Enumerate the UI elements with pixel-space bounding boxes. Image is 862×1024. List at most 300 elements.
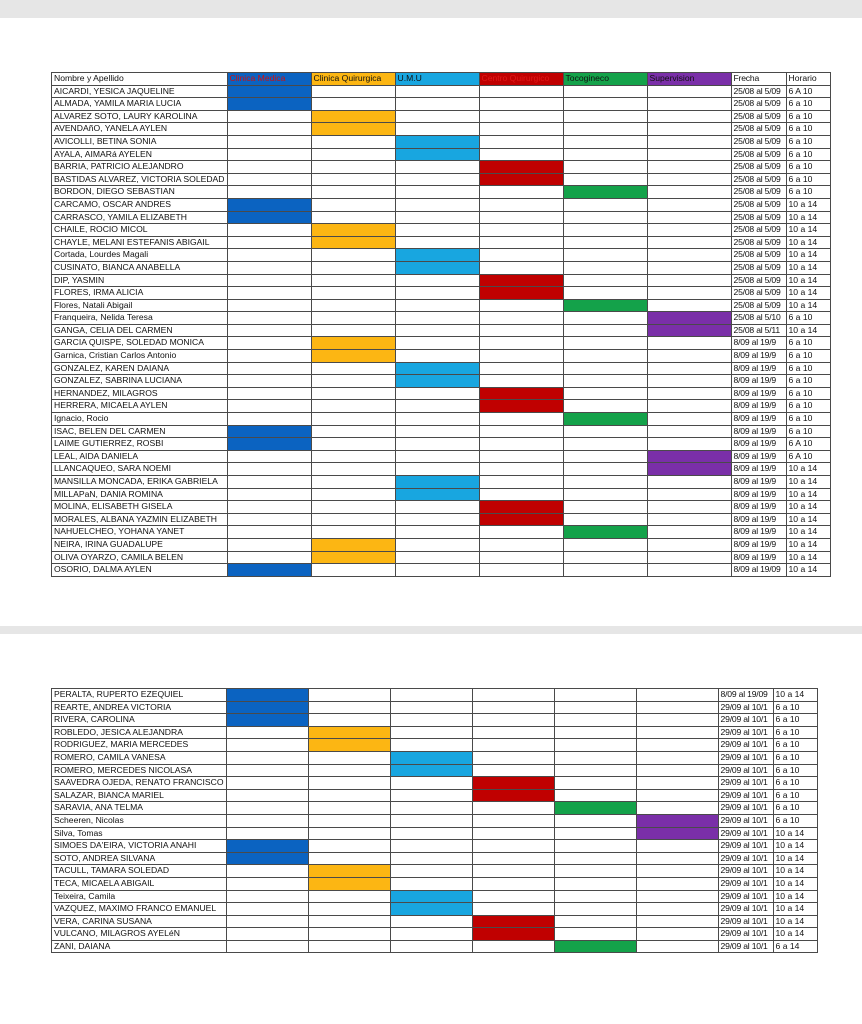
area-cell bbox=[563, 375, 647, 388]
area-cell bbox=[636, 915, 718, 928]
area-cell bbox=[636, 751, 718, 764]
area-cell bbox=[479, 476, 563, 489]
area-cell bbox=[472, 689, 554, 702]
area-cell bbox=[395, 387, 479, 400]
person-name-text: OLIVA OYARZO, CAMILA BELEN bbox=[54, 551, 184, 562]
area-cell bbox=[554, 751, 636, 764]
table-row bbox=[52, 299, 831, 312]
table-row bbox=[52, 751, 818, 764]
area-cell bbox=[308, 903, 390, 916]
table-row bbox=[52, 312, 831, 325]
area-assignment-block bbox=[395, 488, 479, 501]
area-cell bbox=[308, 689, 390, 702]
area-cell bbox=[395, 526, 479, 539]
area-cell bbox=[308, 789, 390, 802]
area-cell bbox=[563, 324, 647, 337]
area-cell bbox=[395, 123, 479, 136]
date-range: 25/08 al 5/09 bbox=[731, 110, 786, 123]
area-cell bbox=[311, 274, 395, 287]
area-cell bbox=[563, 224, 647, 237]
area-cell bbox=[636, 877, 718, 890]
area-cell bbox=[311, 438, 395, 451]
schedule-hours: 6 a 10 bbox=[786, 123, 830, 136]
schedule-hours: 10 a 14 bbox=[773, 865, 817, 878]
date-range: 29/09 al 10/1 bbox=[718, 865, 773, 878]
schedule-hours: 10 a 14 bbox=[773, 877, 817, 890]
area-cell bbox=[479, 425, 563, 438]
area-assignment-block bbox=[395, 375, 479, 388]
table-row bbox=[52, 501, 831, 514]
area-cell bbox=[563, 236, 647, 249]
schedule-hours: 10 a 14 bbox=[773, 689, 817, 702]
area-cell bbox=[647, 488, 731, 501]
area-cell bbox=[647, 287, 731, 300]
area-cell bbox=[563, 488, 647, 501]
table-row bbox=[52, 852, 818, 865]
area-assignment-block bbox=[647, 463, 731, 476]
area-cell bbox=[554, 915, 636, 928]
area-cell bbox=[226, 940, 308, 953]
person-name-text: BASTIDAS ALVAREZ, VICTORIA SOLEDAD bbox=[54, 173, 225, 184]
person-name-text: GARCIA QUISPE, SOLEDAD MONICA bbox=[54, 337, 204, 348]
area-assignment-block bbox=[311, 110, 395, 123]
area-cell bbox=[647, 513, 731, 526]
area-cell bbox=[636, 852, 718, 865]
table-row bbox=[52, 865, 818, 878]
area-cell bbox=[311, 501, 395, 514]
schedule-table-page-2 bbox=[51, 688, 818, 953]
table-row bbox=[52, 123, 831, 136]
area-cell bbox=[647, 362, 731, 375]
area-assignment-block bbox=[226, 701, 308, 714]
table-row bbox=[52, 236, 831, 249]
schedule-hours: 10 a 14 bbox=[773, 840, 817, 853]
area-cell bbox=[479, 438, 563, 451]
date-range: 8/09 al 19/9 bbox=[731, 488, 786, 501]
table-row bbox=[52, 337, 831, 350]
date-range: 8/09 al 19/9 bbox=[731, 501, 786, 514]
person-name bbox=[52, 425, 228, 438]
person-name bbox=[52, 236, 228, 249]
date-range: 29/09 al 10/1 bbox=[718, 802, 773, 815]
area-cell bbox=[395, 198, 479, 211]
area-cell bbox=[647, 173, 731, 186]
area-cell bbox=[479, 350, 563, 363]
area-cell bbox=[227, 312, 311, 325]
person-name bbox=[52, 789, 227, 802]
area-cell bbox=[227, 501, 311, 514]
person-name-text: GONZALEZ, SABRINA LUCIANA bbox=[54, 375, 182, 386]
person-name bbox=[52, 701, 227, 714]
area-cell bbox=[308, 840, 390, 853]
area-cell bbox=[563, 98, 647, 111]
area-cell bbox=[554, 840, 636, 853]
area-cell bbox=[479, 249, 563, 262]
area-assignment-block bbox=[395, 148, 479, 161]
table-row bbox=[52, 551, 831, 564]
table-row bbox=[52, 739, 818, 752]
area-cell bbox=[563, 350, 647, 363]
area-cell bbox=[311, 249, 395, 262]
area-cell bbox=[308, 714, 390, 727]
person-name bbox=[52, 413, 228, 426]
date-range: 25/08 al 5/09 bbox=[731, 98, 786, 111]
area-assignment-block bbox=[226, 714, 308, 727]
header-area-4: Tocogineco bbox=[563, 73, 647, 86]
table-row bbox=[52, 186, 831, 199]
area-assignment-block bbox=[554, 802, 636, 815]
date-range: 8/09 al 19/9 bbox=[731, 463, 786, 476]
area-cell bbox=[308, 827, 390, 840]
area-cell bbox=[390, 777, 472, 790]
person-name-text: MORALES, ALBANA YAZMIN ELIZABETH bbox=[54, 513, 218, 524]
area-assignment-block bbox=[311, 538, 395, 551]
table-row bbox=[52, 890, 818, 903]
table-row bbox=[52, 827, 818, 840]
area-assignment-block bbox=[311, 551, 395, 564]
area-assignment-block bbox=[308, 877, 390, 890]
schedule-hours: 6 a 10 bbox=[786, 148, 830, 161]
area-cell bbox=[554, 865, 636, 878]
area-cell bbox=[227, 249, 311, 262]
person-name-text: NAHUELCHEO, YOHANA YANET bbox=[54, 526, 185, 537]
person-name-text: GANGA, CELIA DEL CARMEN bbox=[54, 324, 173, 335]
schedule-hours: 10 a 14 bbox=[786, 274, 830, 287]
area-cell bbox=[395, 425, 479, 438]
area-cell bbox=[479, 551, 563, 564]
area-cell bbox=[395, 450, 479, 463]
area-cell bbox=[636, 840, 718, 853]
person-name-text: SOTO, ANDREA SILVANA bbox=[54, 852, 156, 863]
person-name-text: BARRIA, PATRICIO ALEJANDRO bbox=[54, 161, 184, 172]
date-range: 8/09 al 19/9 bbox=[731, 450, 786, 463]
area-cell bbox=[311, 287, 395, 300]
table-row bbox=[52, 211, 831, 224]
person-name bbox=[52, 450, 228, 463]
person-name bbox=[52, 110, 228, 123]
date-range: 8/09 al 19/9 bbox=[731, 551, 786, 564]
area-cell bbox=[554, 903, 636, 916]
area-cell bbox=[395, 312, 479, 325]
table-row bbox=[52, 564, 831, 577]
person-name bbox=[52, 915, 227, 928]
area-cell bbox=[395, 161, 479, 174]
person-name bbox=[52, 488, 228, 501]
table-row bbox=[52, 802, 818, 815]
table-row bbox=[52, 350, 831, 363]
person-name bbox=[52, 463, 228, 476]
person-name bbox=[52, 224, 228, 237]
area-cell bbox=[563, 438, 647, 451]
area-assignment-block bbox=[636, 827, 718, 840]
area-assignment-block bbox=[647, 324, 731, 337]
person-name-text: ROMERO, MERCEDES NICOLASA bbox=[54, 764, 192, 775]
area-cell bbox=[647, 224, 731, 237]
area-cell bbox=[311, 324, 395, 337]
area-cell bbox=[226, 777, 308, 790]
person-name-text: FLORES, IRMA ALICIA bbox=[54, 287, 144, 298]
area-cell bbox=[390, 877, 472, 890]
area-cell bbox=[554, 701, 636, 714]
area-cell bbox=[479, 362, 563, 375]
table-row bbox=[52, 526, 831, 539]
area-cell bbox=[395, 236, 479, 249]
person-name-text: RODRIGUEZ, MARIA MERCEDES bbox=[54, 739, 189, 750]
area-cell bbox=[479, 148, 563, 161]
area-cell bbox=[227, 400, 311, 413]
date-range: 8/09 al 19/9 bbox=[731, 362, 786, 375]
area-assignment-block bbox=[390, 764, 472, 777]
area-cell bbox=[395, 501, 479, 514]
area-cell bbox=[563, 211, 647, 224]
table-row bbox=[52, 450, 831, 463]
schedule-hours: 10 a 14 bbox=[786, 236, 830, 249]
person-name bbox=[52, 777, 227, 790]
area-assignment-block bbox=[308, 865, 390, 878]
person-name bbox=[52, 726, 227, 739]
schedule-hours: 10 a 14 bbox=[786, 224, 830, 237]
schedule-hours: 10 a 14 bbox=[786, 526, 830, 539]
area-cell bbox=[647, 211, 731, 224]
area-cell bbox=[395, 513, 479, 526]
person-name-text: CUSINATO, BIANCA ANABELLA bbox=[54, 261, 181, 272]
area-cell bbox=[226, 726, 308, 739]
area-cell bbox=[308, 940, 390, 953]
date-range: 25/08 al 5/10 bbox=[731, 312, 786, 325]
area-cell bbox=[647, 123, 731, 136]
person-name bbox=[52, 940, 227, 953]
schedule-hours: 6 a 10 bbox=[786, 110, 830, 123]
table-row bbox=[52, 903, 818, 916]
area-cell bbox=[554, 689, 636, 702]
person-name bbox=[52, 287, 228, 300]
area-cell bbox=[227, 551, 311, 564]
date-range: 8/09 al 19/09 bbox=[731, 564, 786, 577]
table-row bbox=[52, 375, 831, 388]
area-assignment-block bbox=[311, 337, 395, 350]
area-assignment-block bbox=[472, 789, 554, 802]
person-name bbox=[52, 98, 228, 111]
area-cell bbox=[472, 827, 554, 840]
date-range: 29/09 al 10/1 bbox=[718, 726, 773, 739]
schedule-hours: 6 a 10 bbox=[773, 764, 817, 777]
area-assignment-block bbox=[563, 413, 647, 426]
area-cell bbox=[308, 764, 390, 777]
area-assignment-block bbox=[308, 726, 390, 739]
person-name-text: MILLAPaN, DANIA ROMINA bbox=[54, 488, 163, 499]
person-name-text: Garnica, Cristian Carlos Antonio bbox=[54, 350, 177, 361]
area-cell bbox=[390, 701, 472, 714]
area-assignment-block bbox=[227, 198, 311, 211]
area-cell bbox=[308, 814, 390, 827]
area-cell bbox=[395, 211, 479, 224]
area-cell bbox=[395, 287, 479, 300]
date-range: 8/09 al 19/9 bbox=[731, 413, 786, 426]
date-range: 29/09 al 10/1 bbox=[718, 764, 773, 777]
schedule-hours: 6 a 10 bbox=[786, 425, 830, 438]
date-range: 29/09 al 10/1 bbox=[718, 915, 773, 928]
area-cell bbox=[636, 802, 718, 815]
header-row bbox=[52, 73, 831, 86]
area-cell bbox=[479, 375, 563, 388]
table-row bbox=[52, 249, 831, 262]
date-range: 25/08 al 5/09 bbox=[731, 287, 786, 300]
area-cell bbox=[554, 789, 636, 802]
person-name bbox=[52, 852, 227, 865]
date-range: 29/09 al 10/1 bbox=[718, 789, 773, 802]
person-name bbox=[52, 814, 227, 827]
area-assignment-block bbox=[472, 928, 554, 941]
table-row bbox=[52, 488, 831, 501]
person-name-text: MANSILLA MONCADA, ERIKA GABRIELA bbox=[54, 476, 218, 486]
person-name bbox=[52, 526, 228, 539]
table-row bbox=[52, 940, 818, 953]
area-cell bbox=[647, 400, 731, 413]
person-name bbox=[52, 865, 227, 878]
date-range: 25/08 al 5/09 bbox=[731, 249, 786, 262]
schedule-hours: 6 a 10 bbox=[773, 777, 817, 790]
schedule-hours: 6 A 10 bbox=[786, 450, 830, 463]
area-cell bbox=[311, 564, 395, 577]
area-assignment-block bbox=[311, 236, 395, 249]
area-cell bbox=[390, 789, 472, 802]
area-cell bbox=[636, 865, 718, 878]
person-name-text: Ignacio, Rocio bbox=[54, 413, 109, 424]
schedule-hours: 6 a 10 bbox=[773, 789, 817, 802]
schedule-hours: 10 a 14 bbox=[786, 324, 830, 337]
area-cell bbox=[227, 413, 311, 426]
table-row bbox=[52, 98, 831, 111]
table-row bbox=[52, 287, 831, 300]
area-cell bbox=[479, 198, 563, 211]
area-cell bbox=[563, 85, 647, 98]
table-row bbox=[52, 463, 831, 476]
area-cell bbox=[226, 814, 308, 827]
table-row bbox=[52, 877, 818, 890]
area-assignment-block bbox=[226, 689, 308, 702]
person-name-text: Silva, Tomas bbox=[54, 827, 103, 838]
person-name bbox=[52, 890, 227, 903]
date-range: 8/09 al 19/09 bbox=[718, 689, 773, 702]
table-row bbox=[52, 513, 831, 526]
table-row bbox=[52, 789, 818, 802]
area-cell bbox=[226, 865, 308, 878]
area-assignment-block bbox=[636, 814, 718, 827]
person-name-text: VAZQUEZ, MAXIMO FRANCO EMANUEL bbox=[54, 903, 217, 914]
date-range: 29/09 al 10/1 bbox=[718, 877, 773, 890]
area-cell bbox=[227, 538, 311, 551]
person-name-text: LLANCAQUEO, SARA NOEMI bbox=[54, 463, 172, 474]
area-cell bbox=[227, 350, 311, 363]
area-assignment-block bbox=[395, 476, 479, 489]
schedule-hours: 10 a 14 bbox=[773, 890, 817, 903]
area-cell bbox=[472, 764, 554, 777]
area-cell bbox=[563, 161, 647, 174]
area-cell bbox=[227, 148, 311, 161]
area-cell bbox=[311, 98, 395, 111]
area-cell bbox=[395, 224, 479, 237]
date-range: 29/09 al 10/1 bbox=[718, 777, 773, 790]
area-cell bbox=[390, 852, 472, 865]
date-range: 25/08 al 5/09 bbox=[731, 299, 786, 312]
area-cell bbox=[472, 751, 554, 764]
area-assignment-block bbox=[311, 224, 395, 237]
area-cell bbox=[479, 450, 563, 463]
date-range: 29/09 al 10/1 bbox=[718, 890, 773, 903]
date-range: 25/08 al 5/09 bbox=[731, 198, 786, 211]
date-range: 25/08 al 5/09 bbox=[731, 123, 786, 136]
person-name-text: AVICOLLI, BETINA SONIA bbox=[54, 135, 157, 146]
area-assignment-block bbox=[311, 350, 395, 363]
person-name-text: Scheeren, Nicolas bbox=[54, 814, 124, 825]
person-name-text: CARRASCO, YAMILA ELIZABETH bbox=[54, 211, 187, 222]
person-name-text: AICARDI, YESICA JAQUELINE bbox=[54, 85, 175, 96]
area-cell bbox=[227, 135, 311, 148]
table-row bbox=[52, 425, 831, 438]
area-cell bbox=[647, 551, 731, 564]
table-row bbox=[52, 701, 818, 714]
schedule-hours: 10 a 14 bbox=[786, 287, 830, 300]
area-cell bbox=[554, 827, 636, 840]
area-cell bbox=[479, 538, 563, 551]
area-cell bbox=[226, 928, 308, 941]
area-cell bbox=[554, 877, 636, 890]
person-name-text: TECA, MICAELA ABIGAIL bbox=[54, 877, 155, 888]
area-cell bbox=[395, 324, 479, 337]
area-cell bbox=[390, 689, 472, 702]
date-range: 8/09 al 19/9 bbox=[731, 526, 786, 539]
area-cell bbox=[226, 764, 308, 777]
person-name-text: Flores, Natali Abigail bbox=[54, 299, 133, 310]
schedule-hours: 10 a 14 bbox=[773, 852, 817, 865]
schedule-hours: 10 a 14 bbox=[786, 551, 830, 564]
person-name-text: CARCAMO, OSCAR ANDRES bbox=[54, 198, 171, 209]
table-row bbox=[52, 135, 831, 148]
schedule-hours: 6 a 10 bbox=[786, 186, 830, 199]
date-range: 25/08 al 5/09 bbox=[731, 261, 786, 274]
table-row bbox=[52, 714, 818, 727]
area-cell bbox=[227, 287, 311, 300]
area-cell bbox=[647, 98, 731, 111]
table-row bbox=[52, 274, 831, 287]
schedule-hours: 6 a 10 bbox=[786, 350, 830, 363]
area-cell bbox=[311, 463, 395, 476]
person-name bbox=[52, 903, 227, 916]
table-row bbox=[52, 387, 831, 400]
person-name-text: MOLINA, ELISABETH GISELA bbox=[54, 501, 173, 512]
schedule-hours: 6 a 10 bbox=[786, 362, 830, 375]
date-range: 25/08 al 5/09 bbox=[731, 173, 786, 186]
table-row bbox=[52, 161, 831, 174]
area-cell bbox=[308, 890, 390, 903]
area-cell bbox=[472, 802, 554, 815]
person-name-text: ISAC, BELEN DEL CARMEN bbox=[54, 425, 166, 436]
area-assignment-block bbox=[395, 135, 479, 148]
person-name bbox=[52, 211, 228, 224]
header-name: Nombre y Apellido bbox=[52, 73, 228, 86]
person-name bbox=[52, 438, 228, 451]
area-cell bbox=[390, 814, 472, 827]
area-cell bbox=[479, 186, 563, 199]
area-cell bbox=[311, 513, 395, 526]
area-cell bbox=[554, 814, 636, 827]
schedule-hours: 6 a 10 bbox=[773, 714, 817, 727]
schedule-hours: 6 a 10 bbox=[786, 387, 830, 400]
schedule-hours: 10 a 14 bbox=[773, 915, 817, 928]
person-name bbox=[52, 173, 228, 186]
table-row bbox=[52, 261, 831, 274]
area-cell bbox=[227, 526, 311, 539]
